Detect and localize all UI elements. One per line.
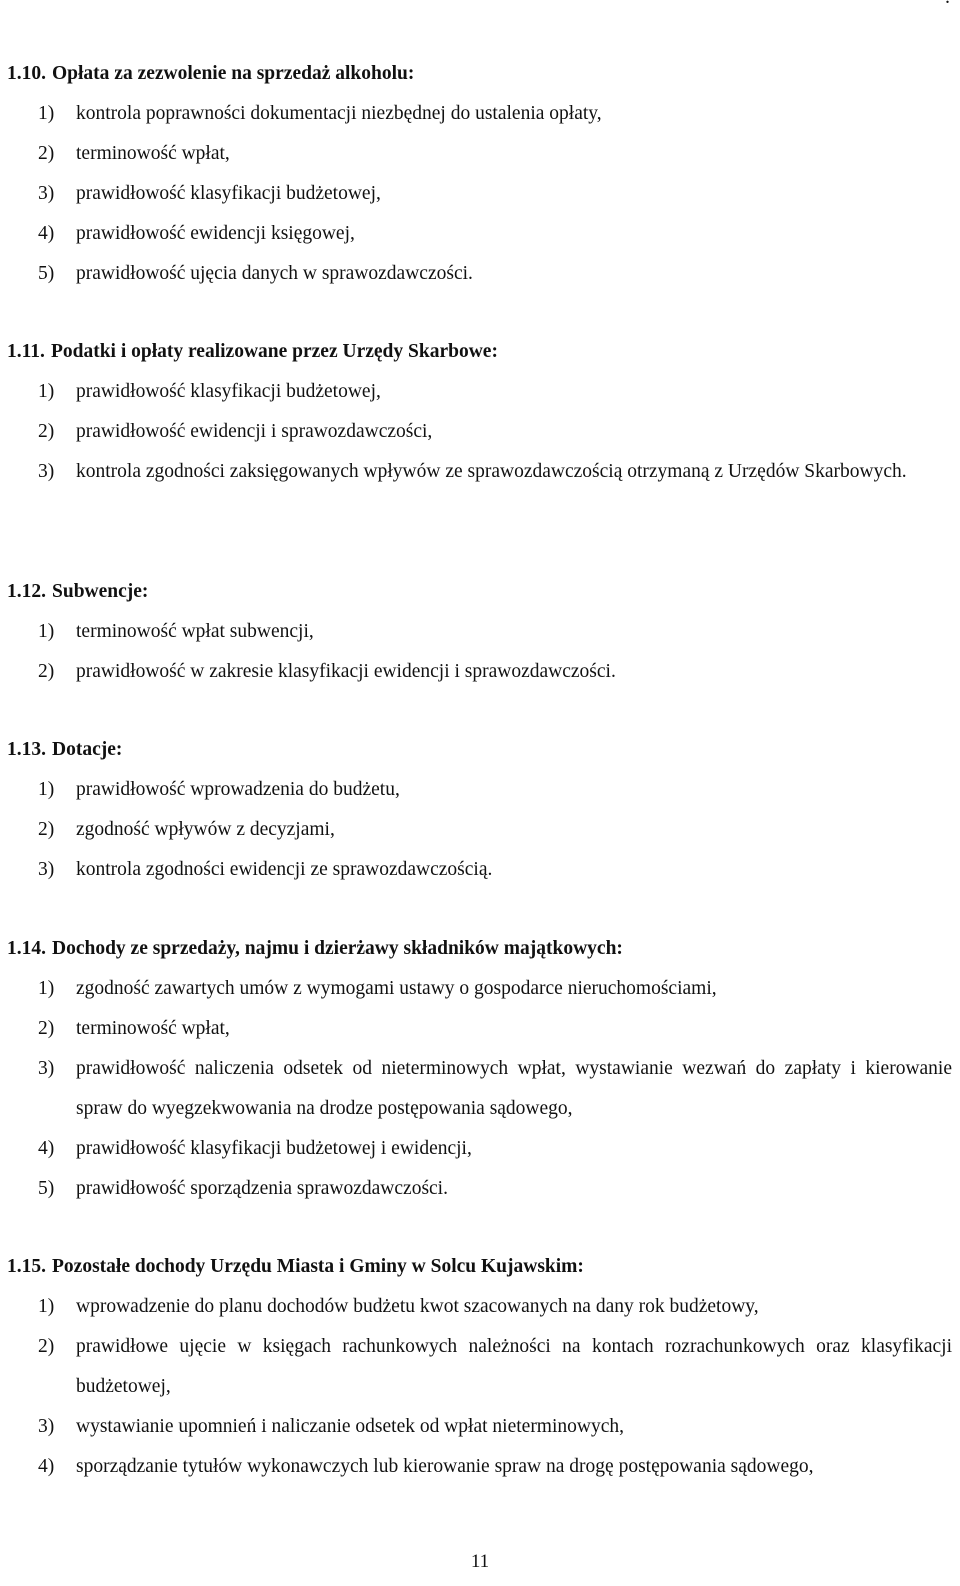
list-item: [0, 652, 960, 692]
list-marker: 1): [38, 978, 55, 999]
list-marker: 1): [38, 779, 55, 800]
section-heading: [0, 332, 960, 372]
section-number: 1.15.: [7, 1256, 46, 1277]
list-item: [0, 1129, 960, 1169]
section-heading: [0, 572, 960, 612]
list-item: [0, 214, 960, 254]
list-item-text: prawidłowość klasyfikacji budżetowej i ewidencji,: [76, 1138, 472, 1159]
section-1-12: [0, 572, 960, 692]
list-item-text: kontrola zgodności zaksięgowanych wpływów ze sprawozdawczością otrzymaną z Urzędów Skarbowych.: [76, 461, 907, 482]
section-1-10: [0, 54, 960, 294]
list-item: [0, 1009, 960, 1049]
section-title: Opłata za zezwolenie na sprzedaż alkoholu:: [52, 63, 415, 84]
list-item-text: wystawianie upomnień i naliczanie odsetek od wpłat nieterminowych,: [76, 1416, 625, 1437]
list-item: [0, 1407, 960, 1447]
list-item: [0, 254, 960, 294]
list-marker: 3): [38, 1416, 55, 1437]
list-item: [0, 412, 960, 452]
list-item-text: prawidłowość ewidencji i sprawozdawczości,: [76, 421, 433, 442]
section-heading: [0, 1247, 960, 1287]
list-item-text: zgodność wpływów z decyzjami,: [76, 819, 335, 840]
section-heading: [0, 730, 960, 770]
list-marker: 3): [38, 461, 55, 482]
list-item-text: prawidłowość wprowadzenia do budżetu,: [76, 779, 400, 800]
list-item-text: prawidłowość klasyfikacji budżetowej,: [76, 381, 381, 402]
list-item: [0, 1049, 960, 1129]
list-marker: 4): [38, 1138, 55, 1159]
section-title: Dochody ze sprzedaży, najmu i dzierżawy składników majątkowych:: [52, 938, 623, 959]
section-number: 1.14.: [7, 938, 46, 959]
list-marker: 2): [38, 819, 55, 840]
section-1-15: [0, 1247, 960, 1487]
page-number: 11: [470, 1551, 490, 1572]
list-item-text: prawidłowość ujęcia danych w sprawozdawczości.: [76, 263, 473, 284]
list-marker: 5): [38, 263, 55, 284]
list-marker: 4): [38, 223, 55, 244]
list-item: [0, 94, 960, 134]
list-item-text: prawidłowość naliczenia odsetek od nieterminowych wpłat, wystawianie wezwań do zapłaty i kierowanie spraw do wyegzekwowania na drodze postępowania sądowego,: [76, 1058, 952, 1119]
list-item: [0, 1327, 960, 1407]
list-item-text: prawidłowość ewidencji księgowej,: [76, 223, 355, 244]
section-title: Subwencje:: [52, 581, 149, 602]
section-heading: [0, 929, 960, 969]
list-item: [0, 770, 960, 810]
list-item: [0, 452, 960, 492]
list-item-text: prawidłowość sporządzenia sprawozdawczości.: [76, 1178, 448, 1199]
list-item-text: sporządzanie tytułów wykonawczych lub kierowanie spraw na drogę postępowania sądowego,: [76, 1456, 814, 1477]
list-item-text: terminowość wpłat subwencji,: [76, 621, 314, 642]
list-item: [0, 1169, 960, 1209]
list-item: [0, 850, 960, 890]
list-item-text: wprowadzenie do planu dochodów budżetu kwot szacowanych na dany rok budżetowy,: [76, 1296, 759, 1317]
section-1-13: [0, 730, 960, 890]
list-marker: 4): [38, 1456, 55, 1477]
list-item: [0, 1447, 960, 1487]
section-number: 1.11.: [7, 341, 45, 362]
list-marker: 3): [38, 183, 55, 204]
section-number: 1.12.: [7, 581, 46, 602]
list-item-text: prawidłowość klasyfikacji budżetowej,: [76, 183, 381, 204]
section-number: 1.10.: [7, 63, 46, 84]
list-item-text: kontrola poprawności dokumentacji niezbędnej do ustalenia opłaty,: [76, 103, 602, 124]
list-item: [0, 174, 960, 214]
list-item: [0, 372, 960, 412]
list-marker: 2): [38, 1018, 55, 1039]
list-item: [0, 969, 960, 1009]
list-marker: 3): [38, 859, 55, 880]
section-number: 1.13.: [7, 739, 46, 760]
section-1-14: [0, 929, 960, 1209]
list-marker: 2): [38, 421, 55, 442]
list-item: [0, 612, 960, 652]
list-marker: 2): [38, 661, 55, 682]
list-marker: 2): [38, 143, 55, 164]
list-item: [0, 1287, 960, 1327]
list-item-text: terminowość wpłat,: [76, 143, 230, 164]
list-item-text: kontrola zgodności ewidencji ze sprawozdawczością.: [76, 859, 493, 880]
list-marker: 1): [38, 621, 55, 642]
list-marker: 2): [38, 1336, 55, 1357]
section-title: Pozostałe dochody Urzędu Miasta i Gminy w Solcu Kujawskim:: [52, 1256, 584, 1277]
list-item-text: terminowość wpłat,: [76, 1018, 230, 1039]
list-marker: 1): [38, 381, 55, 402]
list-item-text: zgodność zawartych umów z wymogami ustawy o gospodarce nieruchomościami,: [76, 978, 717, 999]
section-title: Dotacje:: [52, 739, 123, 760]
section-heading: [0, 54, 960, 94]
list-marker: 5): [38, 1178, 55, 1199]
list-marker: 3): [38, 1058, 55, 1079]
section-1-11: [0, 332, 960, 492]
list-marker: 1): [38, 1296, 55, 1317]
list-item: [0, 810, 960, 850]
list-item-text: prawidłowe ujęcie w księgach rachunkowych należności na kontach rozrachunkowych oraz klasyfikacji budżetowej,: [76, 1336, 952, 1397]
list-marker: 1): [38, 103, 55, 124]
corner-mark: [945, 0, 950, 9]
section-title: Podatki i opłaty realizowane przez Urzędy Skarbowe:: [50, 341, 498, 362]
list-item: [0, 134, 960, 174]
list-item-text: prawidłowość w zakresie klasyfikacji ewidencji i sprawozdawczości.: [76, 661, 616, 682]
